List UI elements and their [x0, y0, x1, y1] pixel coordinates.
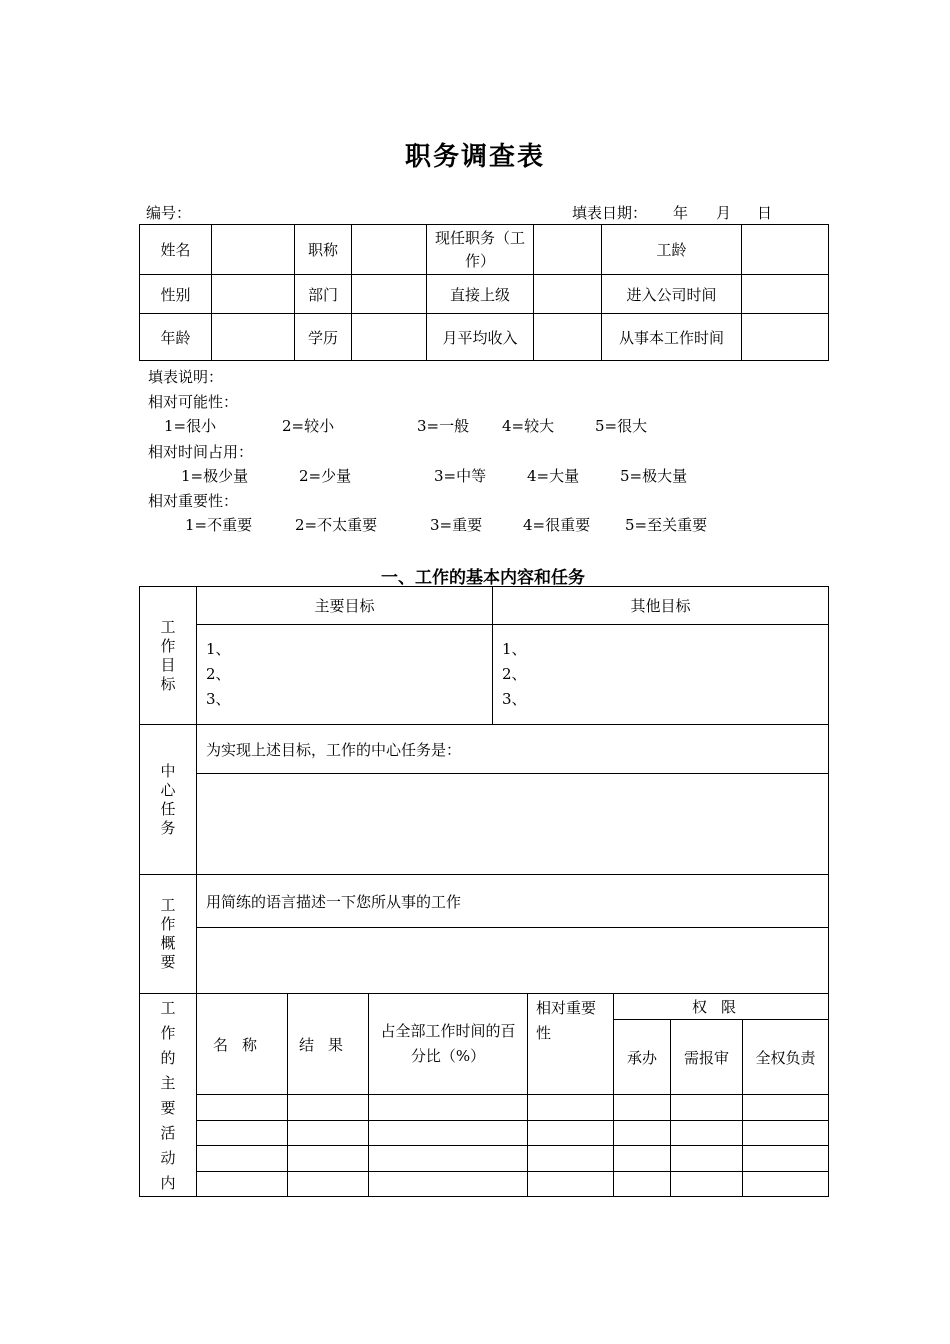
time-item: 2=少量 [299, 467, 352, 485]
importance-label: 相对重要性： [148, 492, 239, 510]
activity-cell[interactable] [288, 1120, 369, 1145]
date-day: 日 [757, 204, 773, 222]
col-name-header: 名称 [197, 994, 288, 1095]
other-goal-item: 1、 [502, 640, 527, 658]
field-title[interactable] [352, 225, 427, 275]
auth-report-header: 需报审 [671, 1020, 743, 1095]
time-item: 1=极少量 [181, 467, 249, 485]
summary-answer[interactable] [197, 928, 829, 994]
time-label: 相对时间占用： [148, 443, 254, 461]
central-task-prompt: 为实现上述目标，工作的中心任务是： [197, 725, 829, 774]
auth-undertake-header: 承办 [614, 1020, 671, 1095]
field-gender[interactable] [212, 275, 295, 314]
activity-cell[interactable] [614, 1146, 671, 1171]
other-goal-item: 2、 [502, 665, 527, 683]
activity-cell[interactable] [369, 1095, 528, 1120]
possibility-item: 5=很大 [595, 417, 648, 435]
activity-cell[interactable] [528, 1095, 614, 1120]
activity-cell[interactable] [614, 1120, 671, 1145]
other-goals-cell[interactable] [493, 625, 829, 725]
importance-item: 4=很重要 [523, 516, 591, 534]
auth-full-header: 全权负责 [743, 1020, 829, 1095]
activity-cell[interactable] [197, 1120, 288, 1145]
other-goals-header: 其他目标 [493, 587, 829, 625]
central-task-side-label: 中心任务 [140, 725, 197, 875]
field-name[interactable] [212, 225, 295, 275]
field-department[interactable] [352, 275, 427, 314]
info-table [139, 224, 829, 361]
activity-cell[interactable] [528, 1120, 614, 1145]
col-result-header: 结果 [288, 994, 369, 1095]
section-title: 一、工作的基本内容和任务 [381, 568, 585, 588]
activity-cell[interactable] [671, 1171, 743, 1196]
activity-cell[interactable] [197, 1171, 288, 1196]
col-authority-header: 权限 [614, 994, 829, 1020]
main-goals-cell[interactable] [197, 625, 493, 725]
possibility-item: 3=一般 [417, 417, 470, 435]
activity-cell[interactable] [743, 1120, 829, 1145]
field-education[interactable] [352, 314, 427, 361]
activity-cell[interactable] [197, 1146, 288, 1171]
col-percent-header: 占全部工作时间的百分比（%） [369, 994, 528, 1095]
field-age[interactable] [212, 314, 295, 361]
time-item: 3=中等 [434, 467, 487, 485]
importance-item: 5=至关重要 [625, 516, 708, 534]
label-job-duration: 从事本工作时间 [602, 314, 742, 361]
label-join-date: 进入公司时间 [602, 275, 742, 314]
main-goals-header: 主要目标 [197, 587, 493, 625]
summary-side-label: 工作概要 [140, 875, 197, 994]
date-label: 填表日期： [572, 204, 648, 222]
field-seniority[interactable] [742, 225, 829, 275]
possibility-item: 1=很小 [164, 417, 217, 435]
activity-cell[interactable] [743, 1095, 829, 1120]
activity-cell[interactable] [614, 1095, 671, 1120]
activity-cell[interactable] [369, 1120, 528, 1145]
activity-cell[interactable] [743, 1146, 829, 1171]
activity-cell[interactable] [288, 1146, 369, 1171]
field-current-position[interactable] [534, 225, 602, 275]
main-goal-item: 2、 [206, 665, 231, 683]
label-title: 职称 [295, 225, 352, 275]
label-monthly-income: 月平均收入 [427, 314, 534, 361]
field-job-duration[interactable] [742, 314, 829, 361]
col-importance-header: 相对重要性 [528, 994, 614, 1095]
activity-cell[interactable] [528, 1171, 614, 1196]
label-current-position: 现任职务（工作） [427, 225, 534, 275]
importance-item: 1=不重要 [185, 516, 253, 534]
summary-prompt: 用简练的语言描述一下您所从事的工作 [197, 875, 829, 928]
label-education: 学历 [295, 314, 352, 361]
number-label: 编号： [146, 204, 192, 222]
activity-cell[interactable] [671, 1120, 743, 1145]
activity-cell[interactable] [671, 1095, 743, 1120]
importance-item: 2=不太重要 [295, 516, 378, 534]
label-name: 姓名 [140, 225, 212, 275]
activity-cell[interactable] [671, 1146, 743, 1171]
field-monthly-income[interactable] [534, 314, 602, 361]
activity-cell[interactable] [288, 1171, 369, 1196]
possibility-item: 4=较大 [502, 417, 555, 435]
time-item: 5=极大量 [620, 467, 688, 485]
page-title: 职务调查表 [404, 142, 545, 172]
possibility-label: 相对可能性： [148, 393, 239, 411]
activity-cell[interactable] [197, 1095, 288, 1120]
activity-cell[interactable] [614, 1171, 671, 1196]
label-seniority: 工龄 [602, 225, 742, 275]
possibility-item: 2=较小 [282, 417, 335, 435]
instructions-heading: 填表说明： [148, 368, 224, 386]
main-goal-item: 3、 [206, 690, 231, 708]
activities-side-label: 工作的主要活动内 [140, 994, 197, 1197]
goals-side-label: 工作目标 [140, 587, 197, 725]
activity-cell[interactable] [369, 1146, 528, 1171]
label-supervisor: 直接上级 [427, 275, 534, 314]
importance-item: 3=重要 [430, 516, 483, 534]
activity-cell[interactable] [743, 1171, 829, 1196]
label-gender: 性别 [140, 275, 212, 314]
label-department: 部门 [295, 275, 352, 314]
work-content-table [139, 586, 829, 994]
activity-cell[interactable] [528, 1146, 614, 1171]
activity-cell[interactable] [288, 1095, 369, 1120]
date-year: 年 [673, 204, 689, 222]
central-task-answer[interactable] [197, 774, 829, 875]
time-item: 4=大量 [527, 467, 580, 485]
main-goal-item: 1、 [206, 640, 231, 658]
other-goal-item: 3、 [502, 690, 527, 708]
activities-table [139, 993, 829, 1197]
activity-cell[interactable] [369, 1171, 528, 1196]
field-join-date[interactable] [742, 275, 829, 314]
date-month: 月 [716, 204, 732, 222]
field-supervisor[interactable] [534, 275, 602, 314]
label-age: 年龄 [140, 314, 212, 361]
